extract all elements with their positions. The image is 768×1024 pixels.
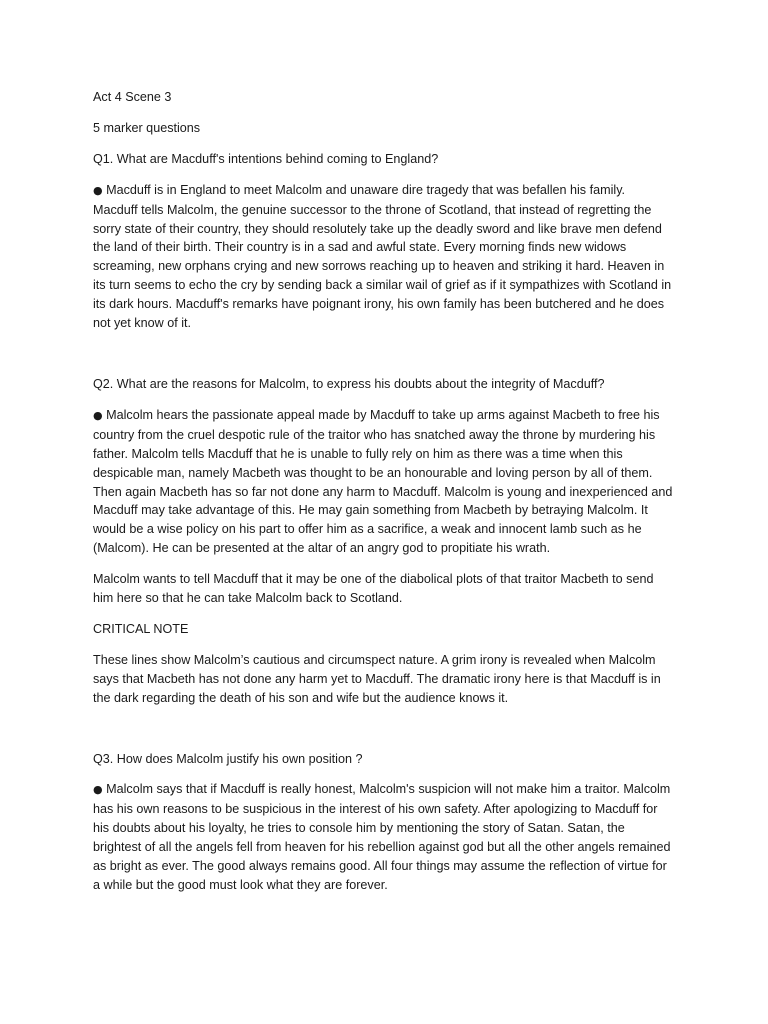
document-page <box>93 88 673 907</box>
critical-note-heading: CRITICAL NOTE <box>93 621 189 636</box>
document-subtitle: 5 marker questions <box>93 120 201 135</box>
q1-question: Q1. What are Macduff's intentions behind coming to England? <box>93 151 439 166</box>
bullet-icon: ● <box>93 183 103 197</box>
q2-followup: Malcolm wants to tell Macduff that it may be one of the diabolical plots of that traitor Macbeth to send him here so that he can take Malcolm back to Scotland. <box>93 572 654 606</box>
bullet-icon: ● <box>93 783 103 797</box>
q2-question: Q2. What are the reasons for Malcolm, to express his doubts about the integrity of Macduff? <box>93 376 605 391</box>
q3-answer <box>93 780 673 894</box>
q1-answer <box>93 181 673 333</box>
bullet-icon: ● <box>93 408 103 422</box>
q3-answer-text: Malcolm says that if Macduff is really honest, Malcolm's suspicion will not make him a traitor. Malcolm has his own reasons to be suspicious in the interest of his own safety. After apologizing to Macduff for his doubts about his loyalty, he tries to console him by mentioning the story of Satan. Satan, the brightest of all the angels fell from heaven for his rebellion against god but all the other angels remained as bright as ever. The good always remains good. All four things may assume the reflection of virtue for a while but the good must look what they are forever. <box>93 782 671 892</box>
q2-answer <box>93 406 673 558</box>
q2-answer-text: Malcolm hears the passionate appeal made by Macduff to take up arms against Macbeth to free his country from the cruel despotic rule of the traitor who has snatched away the throne by murdering his father. Malcolm tells Macduff that he is unable to fully rely on him as there was a time when this despicable man, namely Macbeth was thought to be an honourable and loving person by all of them. Then again Macbeth has so far not done any harm to Macduff. Malcolm is young and inexperienced and Macduff may take advantage of this. He may gain something from Macbeth by betraying Malcolm. It would be a wise policy on his part to offer him as a sacrifice, a weak and innocent lamb such as he (Malcom). He can be presented at the altar of an angry god to propitiate his wrath. <box>93 407 673 556</box>
critical-note-text: These lines show Malcolm’s cautious and circumspect nature. A grim irony is revealed when Malcolm says that Macbeth has not done any harm yet to Macduff. The dramatic irony here is that Macduff is in the dark regarding the death of his son and wife but the audience knows it. <box>93 652 661 705</box>
document-title: Act 4 Scene 3 <box>93 90 172 104</box>
q3-question: Q3. How does Malcolm justify his own position ? <box>93 751 363 766</box>
q1-answer-text: Macduff is in England to meet Malcolm and unaware dire tragedy that was befallen his family. Macduff tells Malcolm, the genuine successor to the throne of Scotland, that instead of regretting the sorry state of their country, they should resolutely take up the deadly sword and like brave men defend the land of their birth. Their country is in a sad and awful state. Every morning finds new widows screaming, new orphans crying and new sorrows reaching up to heaven and striking it hard. Heaven in its turn seems to echo the cry by sending back a similar wail of grief as if it sympathizes with Scotland in its dark hours. Macduff's remarks have poignant irony, his own family has been butchered and he does not yet know of it. <box>93 182 672 331</box>
